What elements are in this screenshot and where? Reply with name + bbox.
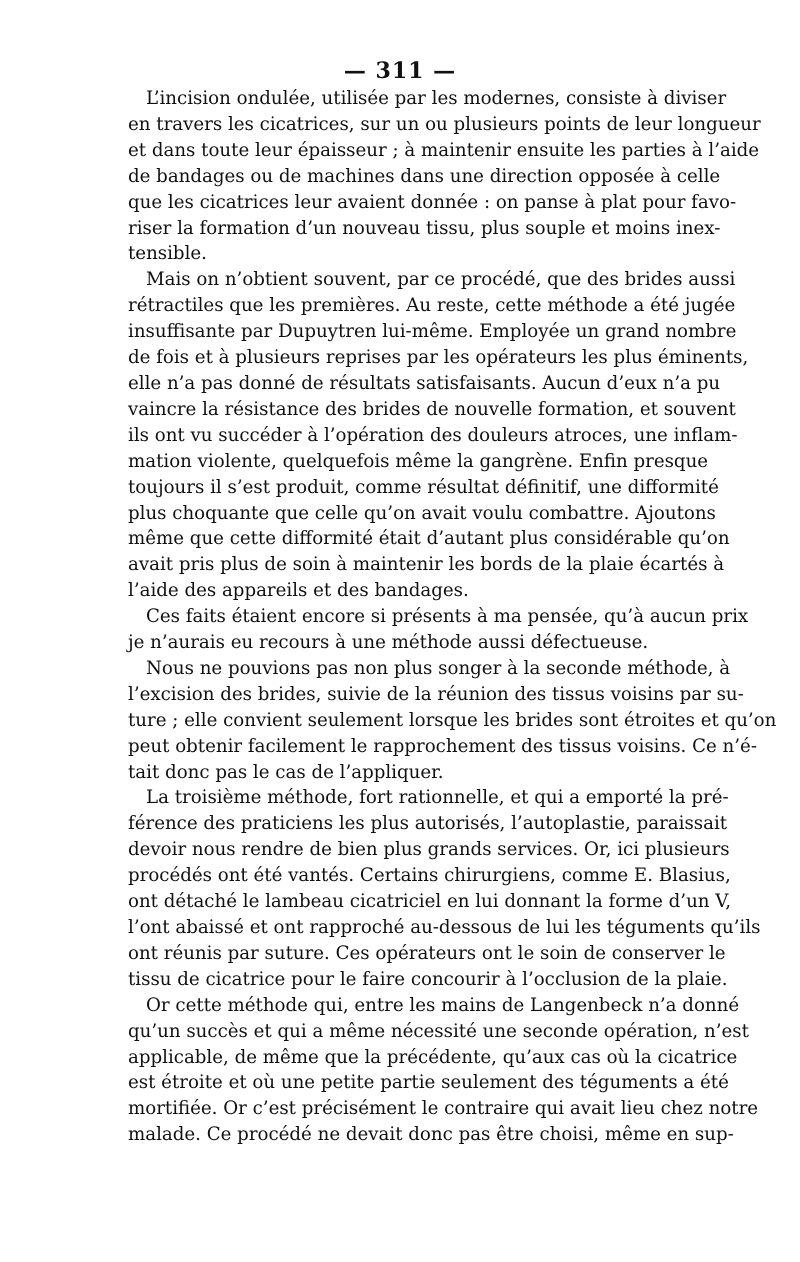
paragraph xyxy=(128,785,761,992)
text-line: avait pris plus de soin à maintenir les bords de la plaie écartés à xyxy=(128,554,725,576)
text-line: ont réunis par suture. Ces opérateurs ont le soin de conserver le xyxy=(128,942,726,964)
text-line: est étroite et où une petite partie seulement des téguments a été xyxy=(128,1072,729,1094)
text-line: La troisième méthode, fort rationnelle, et qui a emporté la pré- xyxy=(146,787,729,809)
text-line: insuffisante par Dupuytren lui-même. Employée un grand nombre xyxy=(128,321,737,343)
text-line: malade. Ce procédé ne devait donc pas être choisi, même en sup- xyxy=(128,1124,734,1146)
text-line: et dans toute leur épaisseur ; à maintenir ensuite les parties à l’aide xyxy=(128,139,760,161)
text-line: Or cette méthode qui, entre les mains de Langenbeck n’a donné xyxy=(146,994,740,1016)
text-line: plus choquante que celle qu’on avait voulu combattre. Ajoutons xyxy=(128,502,716,524)
text-line: devoir nous rendre de bien plus grands services. Or, ici plusieurs xyxy=(128,839,730,861)
paragraph xyxy=(128,86,761,267)
text-line: procédés ont été vantés. Certains chirurgiens, comme E. Blasius, xyxy=(128,865,731,887)
paragraph xyxy=(128,604,749,656)
text-line: tensible. xyxy=(128,243,207,265)
text-line: ils ont vu succéder à l’opération des douleurs atroces, une inflam- xyxy=(128,424,738,446)
text-line: ture ; elle convient seulement lorsque les brides sont étroites et qu’on xyxy=(128,709,777,731)
text-line: que les cicatrices leur avaient donnée : on panse à plat pour favo- xyxy=(128,191,737,213)
text-line: vaincre la résistance des brides de nouvelle formation, et souvent xyxy=(128,398,736,420)
text-line: l’excision des brides, suivie de la réunion des tissus voisins par su- xyxy=(128,683,744,705)
text-line: l’ont abaissé et ont rapproché au-dessous de lui les téguments qu’ils xyxy=(128,917,761,938)
text-line: tait donc pas le cas de l’appliquer. xyxy=(128,761,444,783)
body-text xyxy=(128,86,777,1148)
text-line: peut obtenir facilement le rapprochement des tissus voisins. Ce n’é- xyxy=(128,735,757,757)
text-line: férence des praticiens les plus autorisés, l’autoplastie, paraissait xyxy=(128,813,728,835)
page-number: — 311 — xyxy=(343,58,457,84)
text-line: en travers les cicatrices, sur un ou plusieurs points de leur longueur xyxy=(128,113,761,135)
text-line: rétractiles que les premières. Au reste, cette méthode a été jugée xyxy=(128,295,736,317)
text-line: mation violente, quelquefois même la gangrène. Enfin presque xyxy=(128,450,709,472)
text-line: Mais on n’obtient souvent, par ce procédé, que des brides aussi xyxy=(146,269,736,291)
text-line: Ces faits étaient encore si présents à ma pensée, qu’à aucun prix xyxy=(146,606,749,628)
text-line: mortifiée. Or c’est précisément le contraire qui avait lieu chez notre xyxy=(128,1098,759,1120)
text-line: de fois et à plusieurs reprises par les opérateurs les plus éminents, xyxy=(128,347,749,369)
text-line: ont détaché le lambeau cicatriciel en lui donnant la forme d’un V, xyxy=(128,891,732,913)
text-line: même que cette difformité était d’autant plus considérable qu’on xyxy=(128,528,730,550)
text-line: applicable, de même que la précédente, qu’aux cas où la cicatrice xyxy=(128,1046,738,1068)
paragraph xyxy=(128,267,749,604)
text-line: toujours il s’est produit, comme résultat définitif, une difformité xyxy=(128,476,719,498)
text-line: l’aide des appareils et des bandages. xyxy=(128,580,469,602)
text-line: je n’aurais eu recours à une méthode aussi défectueuse. xyxy=(128,632,649,654)
text-line: de bandages ou de machines dans une direction opposée à celle xyxy=(128,165,721,187)
text-line: tissu de cicatrice pour le faire concourir à l’occlusion de la plaie. xyxy=(128,968,728,990)
paragraph xyxy=(128,656,777,786)
text-line: elle n’a pas donné de résultats satisfaisants. Aucun d’eux n’a pu xyxy=(128,372,721,394)
text-line: qu’un succès et qui a même nécessité une seconde opération, n’est xyxy=(128,1020,749,1042)
paragraph xyxy=(128,993,759,1148)
text-line: riser la formation d’un nouveau tissu, plus souple et moins inex- xyxy=(128,217,721,239)
text-line: L’incision ondulée, utilisée par les modernes, consiste à diviser xyxy=(146,88,727,109)
text-line: Nous ne pouvions pas non plus songer à la seconde méthode, à xyxy=(146,657,731,679)
